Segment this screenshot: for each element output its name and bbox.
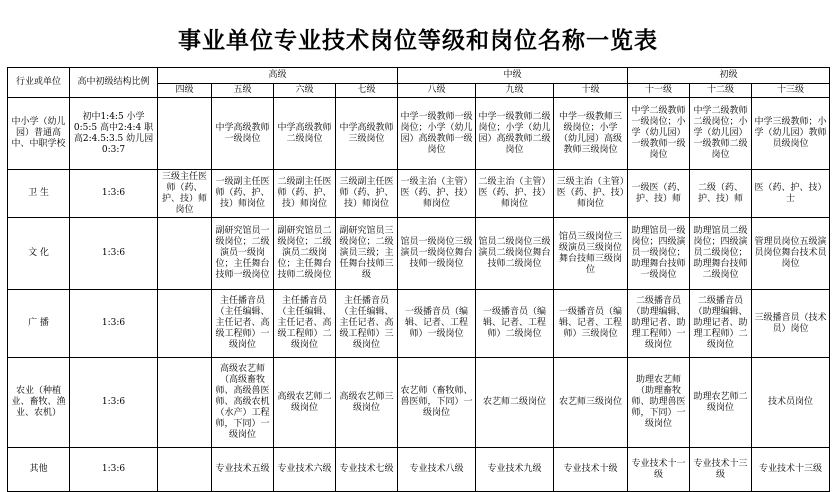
table-cell: 三级副主任医师（药、护、技）师岗位 — [336, 170, 398, 218]
header-middle: 中级 — [398, 68, 628, 84]
table-cell: 二级（药、护、技）师 — [690, 170, 752, 218]
table-cell: 副研究馆员一级岗位；二级演员一级岗位；主任舞台技师一级岗位 — [212, 218, 274, 290]
table-cell: 中学高级教师三级岗位 — [336, 98, 398, 170]
table-cell: 副研究馆员二级岗位；二级演员二级岗位；主任舞台技师二级岗位 — [274, 218, 336, 290]
table-cell: 二级播音员（助理编辑、助理记者、助理工程师）一级岗位 — [628, 290, 690, 358]
grade-header: 十二级 — [690, 84, 752, 98]
table-cell: 专业技术九级 — [476, 448, 554, 492]
grade-header: 八级 — [398, 84, 476, 98]
table-cell — [158, 98, 212, 170]
table-cell: 中学一级教师三级岗位；小学（幼儿园）高级教师三级岗位 — [554, 98, 628, 170]
table-cell: 专业技术五级 — [212, 448, 274, 492]
table-cell: 高级农艺师（高级畜牧师、高级兽医师、高级农机（水产）工程师，下同）一级岗位 — [212, 358, 274, 448]
table-cell: 一级播音员（编辑、记者、工程师）二级岗位 — [476, 290, 554, 358]
table-cell — [158, 358, 212, 448]
row-unit: 农业（种植业、畜牧、渔业、农机） — [8, 358, 70, 448]
table-cell: 高级农艺师二级岗位 — [274, 358, 336, 448]
row-unit: 文 化 — [8, 218, 70, 290]
table-cell: 二级副主任医师（药、护、技）师岗位 — [274, 170, 336, 218]
grade-header: 十一级 — [628, 84, 690, 98]
row-unit: 卫 生 — [8, 170, 70, 218]
grade-header: 六级 — [274, 84, 336, 98]
table-cell: 高级农艺师三级岗位 — [336, 358, 398, 448]
table-cell: 专业技术六级 — [274, 448, 336, 492]
table-cell: 三级主治（主管）医（药、护、技）师岗位 — [554, 170, 628, 218]
table-cell: 中学二级教师一级岗位；小学（幼儿园）一级教师一级岗位 — [628, 98, 690, 170]
row-ratio: 1:3:6 — [70, 448, 158, 492]
row-ratio: 1:3:6 — [70, 170, 158, 218]
row-ratio: 1:3:6 — [70, 218, 158, 290]
position-table — [7, 67, 830, 492]
table-cell: 中学三级教师；小学（幼儿园）教师员级岗位 — [752, 98, 830, 170]
grade-header: 七级 — [336, 84, 398, 98]
table-cell: 专业技术七级 — [336, 448, 398, 492]
table-cell: 助理农艺师二级岗位 — [690, 358, 752, 448]
grade-header: 十级 — [554, 84, 628, 98]
table-cell: 技术员岗位 — [752, 358, 830, 448]
table-cell: 一级主治（主管）医（药、护、技）师岗位 — [398, 170, 476, 218]
header-senior: 高级 — [158, 68, 398, 84]
table-cell: 专业技术十三级 — [752, 448, 830, 492]
grade-header: 九级 — [476, 84, 554, 98]
grade-header: 四级 — [158, 84, 212, 98]
table-cell: 一级医（药、护、技）师 — [628, 170, 690, 218]
row-ratio: 初中1:4:5 小学0:5:5 高中2:4:4 职高2:4.5:3.5 幼儿园0:3:7 — [70, 98, 158, 170]
grade-header: 五级 — [212, 84, 274, 98]
table-cell: 馆员三级岗位三级演员三级岗位舞台技师三级岗位 — [554, 218, 628, 290]
table-cell: 馆员二级岗位三级演员二级岗位舞台技师二级岗位 — [476, 218, 554, 290]
header-junior: 初级 — [628, 68, 830, 84]
table-cell: 主任播音员（主任编辑、主任记者、高级工程师）二级岗位 — [274, 290, 336, 358]
table-cell: 管理员岗位五级演员岗位舞台技术员岗位 — [752, 218, 830, 290]
table-cell — [158, 290, 212, 358]
header-unit: 行业或单位 — [8, 68, 70, 98]
row-unit: 广 播 — [8, 290, 70, 358]
table-cell: 一级播音员（编辑、记者、工程师）一级岗位 — [398, 290, 476, 358]
table-cell: 馆员一级岗位三级演员一级岗位舞台技师一级岗位 — [398, 218, 476, 290]
table-cell — [158, 218, 212, 290]
table-cell: 二级播音员（助理编辑、助理记者、助理工程师）二级岗位 — [690, 290, 752, 358]
row-unit: 其他 — [8, 448, 70, 492]
table-cell: 专业技术十级 — [554, 448, 628, 492]
table-cell: 助理农艺师（助理畜牧师、助理兽医师，下同）一级岗位 — [628, 358, 690, 448]
table-cell: 主任播音员（主任编辑、主任记者、高级工程师）三级岗位 — [336, 290, 398, 358]
table-cell: 助理馆员二级岗位；四级演员二级岗位；助理舞台技师二级岗位 — [690, 218, 752, 290]
table-cell: 专业技术十三级 — [690, 448, 752, 492]
table-cell: 农艺师（畜牧师、兽医师，下同）一级岗位 — [398, 358, 476, 448]
row-unit: 中小学（幼儿园）普通高中、中职学校 — [8, 98, 70, 170]
table-cell: 农艺师三级岗位 — [554, 358, 628, 448]
table-cell: 农艺师二级岗位 — [476, 358, 554, 448]
table-cell: 副研究馆员三级岗位；二级演员三级；主任舞台技师三级 — [336, 218, 398, 290]
table-cell: 中学一级教师一级岗位；小学（幼儿园）高级教师一级岗位 — [398, 98, 476, 170]
table-cell: 专业技术八级 — [398, 448, 476, 492]
header-ratio: 高中初级结构比例 — [70, 68, 158, 98]
grade-header: 十三级 — [752, 84, 830, 98]
table-cell: 中学高级教师二级岗位 — [274, 98, 336, 170]
row-ratio: 1:3:6 — [70, 358, 158, 448]
table-cell: 助理馆员一级岗位；四级演员一级岗位；助理舞台技师一级岗位 — [628, 218, 690, 290]
table-cell: 中学一级教师二级岗位；小学（幼儿园）高级教师二级岗位 — [476, 98, 554, 170]
table-cell: 主任播音员（主任编辑、主任记者、高级工程师）一级岗位 — [212, 290, 274, 358]
table-cell: 三级主任医师（药、护、技）师岗位 — [158, 170, 212, 218]
table-cell: 二级主治（主管）医（药、护、技）师岗位 — [476, 170, 554, 218]
table-cell: 一级副主任医师（药、护、技）师岗位 — [212, 170, 274, 218]
page-title: 事业单位专业技术岗位等级和岗位名称一览表 — [178, 27, 658, 54]
row-ratio: 1:3:6 — [70, 290, 158, 358]
table-cell: 医（药、护、技）士 — [752, 170, 830, 218]
table-cell: 三级播音员（技术员）岗位 — [752, 290, 830, 358]
table-cell: 一级播音员（编辑、记者、工程师）三级岗位 — [554, 290, 628, 358]
table-cell: 专业技术十一级 — [628, 448, 690, 492]
table-cell: 中学高级教师一级岗位 — [212, 98, 274, 170]
table-cell: 中学二级教师二级岗位；小学（幼儿园）一级教师二级岗位 — [690, 98, 752, 170]
